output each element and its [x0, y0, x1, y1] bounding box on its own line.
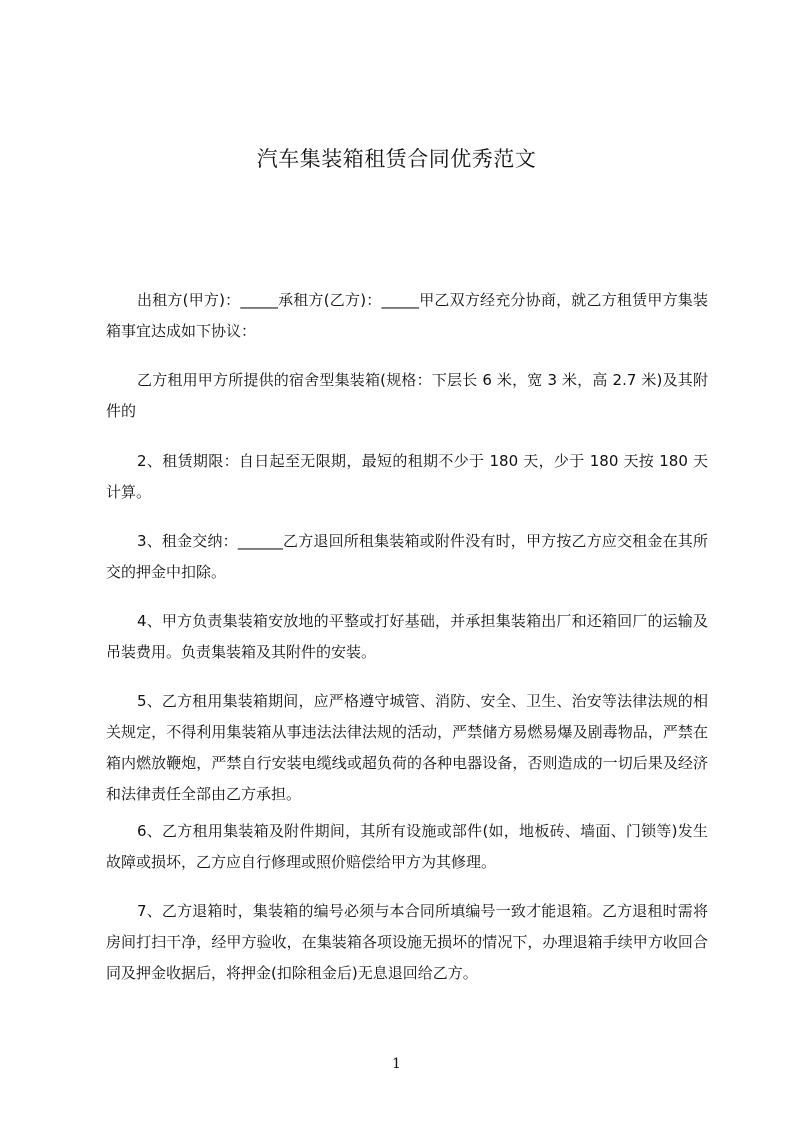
page-number: 1	[392, 1056, 401, 1072]
paragraph-lessor-duties: 4、甲方负责集装箱安放地的平整或打好基础，并承担集装箱出厂和还箱回厂的运输及吊装费用。负责集装箱及其附件的安装。	[106, 612, 708, 661]
paragraph-lessee-compliance: 5、乙方租用集装箱期间，应严格遵守城管、消防、安全、卫生、治安等法律法规的相关规定，不得利用集装箱从事违法法律法规的活动，严禁储方易燃易爆及剧毒物品，严禁在箱内燃放鞭炮，严禁自行安装电缆线或超负荷的各种电器设备，否则造成的一切后果及经济和法律责任全部由乙方承担。	[106, 692, 708, 803]
paragraph-container-spec: 乙方租用甲方所提供的宿舍型集装箱(规格：下层长 6 米，宽 3 米，高 2.7 米)及其附件的	[106, 371, 708, 420]
paragraph-lease-term: 2、租赁期限：自日起至无限期，最短的租期不少于 180 天，少于 180 天按 180 天计算。	[106, 452, 708, 501]
paragraph-parties: 出租方(甲方)：_____承租方(乙方)：_____甲乙双方经充分协商，就乙方租赁甲方集装箱事宜达成如下协议：	[106, 291, 708, 340]
paragraph-repairs: 6、乙方租用集装箱及附件期间，其所有设施或部件(如，地板砖、墙面、门锁等)发生故障或损坏，乙方应自行修理或照价赔偿给甲方为其修理。	[106, 822, 708, 871]
document-title: 汽车集装箱租赁合同优秀范文	[256, 147, 537, 171]
paragraph-return: 7、乙方退箱时，集装箱的编号必须与本合同所填编号一致才能退箱。乙方退租时需将房间打扫干净，经甲方验收，在集装箱各项设施无损坏的情况下，办理退箱手续甲方收回合同及押金收据后，将押金(扣除租金后)无息退回给乙方。	[106, 902, 708, 982]
paragraph-rent-payment: 3、租金交纳：______乙方退回所租集装箱或附件没有时，甲方按乙方应交租金在其所交的押金中扣除。	[106, 532, 708, 581]
